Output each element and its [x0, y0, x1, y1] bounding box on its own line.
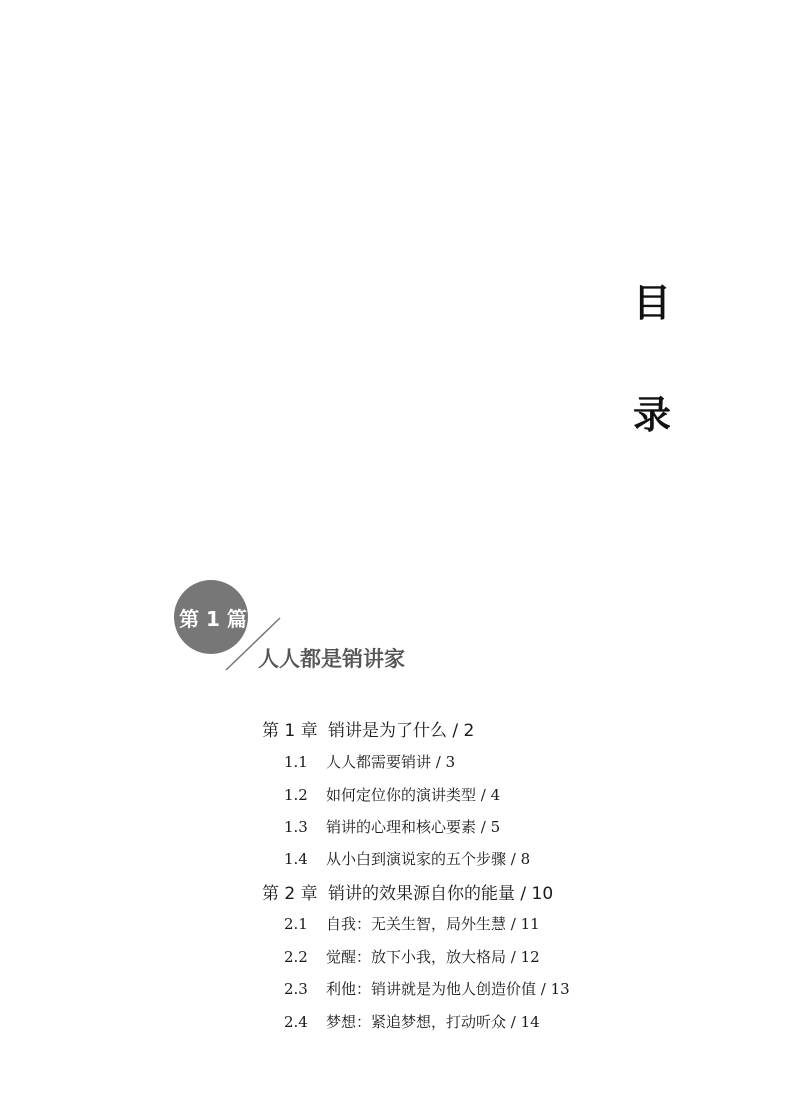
toc-section-title: 觉醒：放下小我，放大格局 / 12	[326, 948, 540, 966]
toc-section-2-1[interactable]	[284, 913, 540, 934]
toc-section-1-3[interactable]	[284, 816, 500, 837]
toc-section-1-1[interactable]	[284, 751, 455, 772]
toc-chapter-1[interactable]	[262, 716, 474, 741]
toc-section-title: 人人都需要销讲 / 3	[326, 753, 456, 771]
toc-section-title: 如何定位你的演讲类型 / 4	[326, 786, 501, 804]
toc-chapter-number: 第 2 章	[262, 884, 318, 904]
toc-section-1-2[interactable]	[284, 784, 500, 805]
toc-chapter-title: 销讲是为了什么 / 2	[328, 721, 475, 741]
toc-section-number: 1.1	[284, 753, 308, 771]
toc-section-title: 销讲的心理和核心要素 / 5	[326, 818, 501, 836]
toc-section-number: 2.2	[284, 948, 308, 966]
page-title-char-1: 目	[632, 280, 671, 325]
toc-section-number: 1.4	[284, 850, 308, 868]
toc-chapter-number: 第 1 章	[262, 721, 318, 741]
toc-section-1-4[interactable]	[284, 848, 530, 869]
toc-section-title: 利他：销讲就是为他人创造价值 / 13	[326, 980, 570, 998]
toc-section-number: 1.2	[284, 786, 308, 804]
toc-section-2-3[interactable]	[284, 978, 570, 999]
toc-section-number: 2.1	[284, 915, 308, 933]
toc-chapter-2[interactable]	[262, 879, 553, 904]
part-title: 人人都是销讲家	[258, 646, 405, 671]
toc-section-2-2[interactable]	[284, 946, 540, 967]
toc-section-2-4[interactable]	[284, 1011, 540, 1032]
toc-section-number: 1.3	[284, 818, 308, 836]
part-label: 第 1 篇	[179, 607, 247, 631]
toc-section-title: 自我：无关生智，局外生慧 / 11	[326, 915, 540, 933]
toc-section-title: 梦想：紧追梦想，打动听众 / 14	[326, 1013, 540, 1031]
toc-chapter-title: 销讲的效果源自你的能量 / 10	[328, 884, 554, 904]
toc-section-title: 从小白到演说家的五个步骤 / 8	[326, 850, 531, 868]
toc-section-number: 2.4	[284, 1013, 308, 1031]
toc-section-number: 2.3	[284, 980, 308, 998]
page-title-char-2: 录	[632, 392, 671, 437]
